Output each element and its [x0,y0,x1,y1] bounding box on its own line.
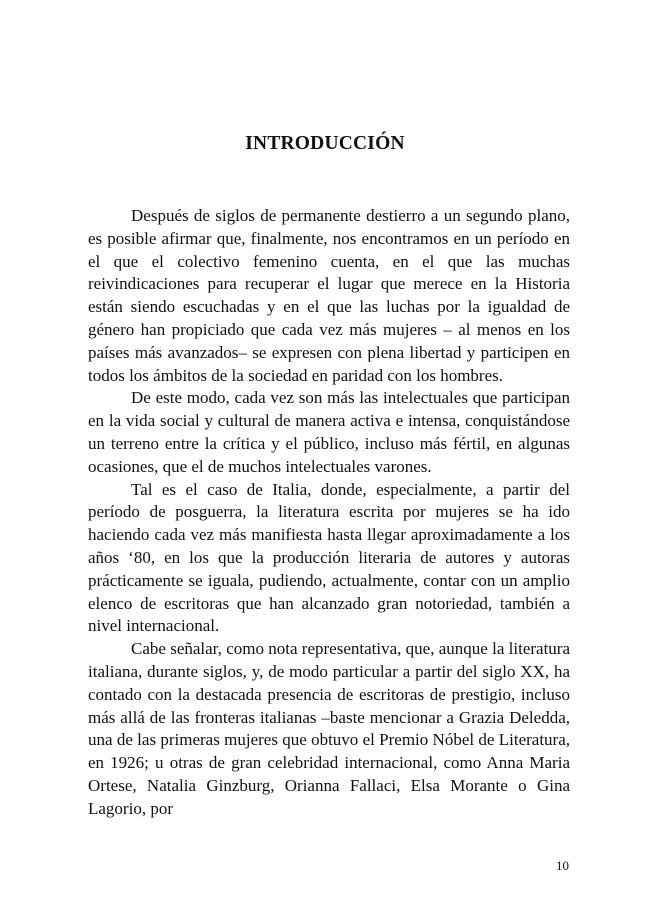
paragraph-2: De este modo, cada vez son más las intelectuales que participan en la vida social y cultural de manera activa e intensa, conquistándose un terreno entre la crítica y el público, incluso más fértil, en algunas ocasiones, que el de muchos intelectuales varones. [88,388,570,476]
page-number: 10 [556,858,569,873]
paragraph-1: Después de siglos de permanente destierro a un segundo plano, es posible afirmar que, finalmente, nos encontramos en un período en el que el colectivo femenino cuenta, en el que las muchas reivindicaciones para recuperar el lugar que merece en la Historia están siendo escuchadas y en el que las luchas por la igualdad de género han propiciado que cada vez más mujeres – al menos en los países más avanzados– se expresen con plena libertad y participen en todos los ámbitos de la sociedad en paridad con los hombres. [88,206,570,385]
paragraph-4: Cabe señalar, como nota representativa, que, aunque la literatura italiana, durante siglos, y, de modo particular a partir del siglo XX, ha contado con la destacada presencia de escritoras de prestigio, incluso más allá de las fronteras italianas –baste mencionar a Grazia Deledda, una de las primeras mujeres que obtuvo el Premio Nóbel de Literatura, en 1926; u otras de gran celebridad internacional, como Anna Maria Ortese, Natalia Ginzburg, Orianna Fallaci, Elsa Morante o Gina Lagorio, por [88,639,570,818]
body-text [88,205,570,821]
paragraph-3: Tal es el caso de Italia, donde, especialmente, a partir del período de posguerra, la literatura escrita por mujeres se ha ido haciendo cada vez más manifiesta hasta llegar aproximadamente a los años ‘80, en los que la producción literaria de autores y autoras prácticamente se iguala, pudiendo, actualmente, contar con un amplio elenco de escritoras que han alcanzado gran notoriedad, también a nivel internacional. [88,479,570,636]
page-title: INTRODUCCIÓN [245,133,405,154]
